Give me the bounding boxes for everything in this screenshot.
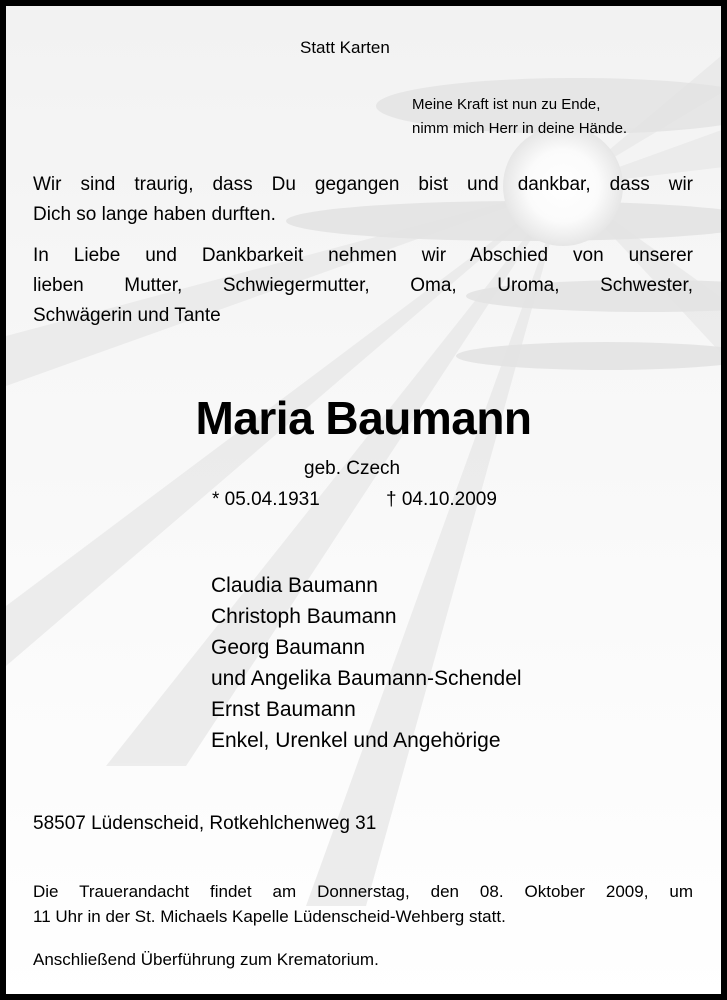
mourner-item: Christoph Baumann bbox=[211, 605, 397, 628]
mourner-item: Ernst Baumann bbox=[211, 698, 356, 721]
birth-date: * 05.04.1931 bbox=[212, 489, 320, 510]
deceased-name: Maria Baumann bbox=[195, 392, 532, 444]
intro-line: Schwägerin und Tante bbox=[33, 305, 221, 326]
intro-line: Dich so lange haben durften. bbox=[33, 204, 276, 225]
service-line: Die Trauerandacht findet am Donnerstag, den 08. Oktober 2009, um bbox=[33, 882, 693, 901]
transfer-note: Anschließend Überführung zum Krematorium. bbox=[33, 950, 379, 969]
mourner-item: und Angelika Baumann-Schendel bbox=[211, 667, 522, 690]
sunrise-background-image bbox=[6, 6, 727, 1000]
mourner-item: Georg Baumann bbox=[211, 636, 366, 659]
death-date: † 04.10.2009 bbox=[386, 489, 497, 510]
quote-line: nimm mich Herr in deine Hände. bbox=[412, 120, 628, 137]
address: 58507 Lüdenscheid, Rotkehlchenweg 31 bbox=[33, 813, 377, 834]
service-line: 11 Uhr in der St. Michaels Kapelle Lüdenscheid-Wehberg statt. bbox=[33, 907, 506, 926]
mourner-item: Claudia Baumann bbox=[211, 574, 378, 597]
intro-line: lieben Mutter, Schwiegermutter, Oma, Uroma, Schwester, bbox=[33, 275, 693, 296]
quote-line: Meine Kraft ist nun zu Ende, bbox=[412, 96, 601, 113]
intro-line: In Liebe und Dankbarkeit nehmen wir Abschied von unserer bbox=[33, 245, 693, 266]
mourner-item: Enkel, Urenkel und Angehörige bbox=[211, 729, 501, 752]
maiden-name: geb. Czech bbox=[304, 458, 401, 479]
header-label: Statt Karten bbox=[300, 38, 390, 57]
intro-line: Wir sind traurig, dass Du gegangen bist und dankbar, dass wir bbox=[33, 174, 693, 195]
